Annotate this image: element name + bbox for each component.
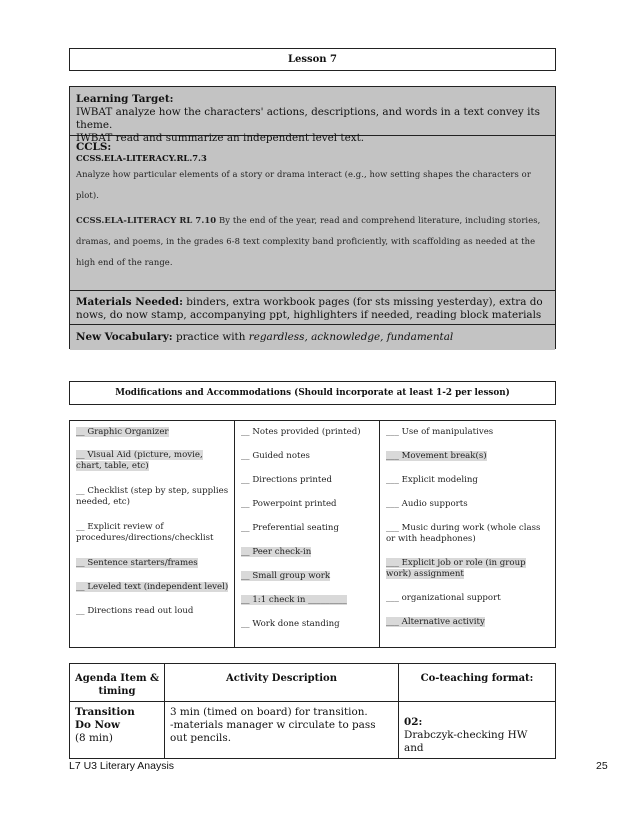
modifications-title: Modifications and Accommodations (Should incorporate at least 1-2 per lesson) [115, 388, 510, 398]
mod-item: __ Graphic Organizer [76, 427, 169, 437]
standard-1-code: CCSS.ELA-LITERACY.RL.7.3 [76, 153, 207, 163]
learning-target-line2: IWBAT read and summarize an independent level text. [76, 132, 365, 144]
modifications-table [69, 420, 556, 648]
mod-item: __ Preferential seating [241, 523, 339, 533]
activity-description-header: Activity Description [165, 664, 399, 701]
mod-item: ___ organizational support [386, 593, 501, 603]
mod-item: __ Work done standing [241, 619, 340, 629]
co-teaching-format-header: Co-teaching format: [420, 673, 534, 684]
co-teaching-format-cell [399, 702, 555, 758]
mod-item: __ Peer check-in [241, 547, 312, 557]
modifications-column-1 [70, 421, 235, 647]
agenda-item-header: Agenda Item & timing [70, 664, 165, 701]
mod-item: __ Notes provided (printed) [241, 427, 361, 437]
mod-item: ___ Use of manipulatives [386, 427, 494, 437]
ccls-label: CCLS: [76, 141, 112, 153]
learning-target-label: Learning Target: [76, 93, 174, 105]
standard-2 [76, 210, 549, 273]
agenda-table [69, 663, 556, 759]
mod-item: __ Sentence starters/frames [76, 558, 198, 568]
modifications-column-2 [235, 421, 380, 647]
mod-item: __ Explicit review of procedures/directions/checklist [76, 522, 214, 543]
agenda-row [70, 702, 555, 758]
lesson-header [69, 48, 556, 71]
standard-2-text: By the end of the year, read and comprehend literature, including stories, dramas, and poems, in the grades 6-8 text complexity band proficiently, with scaffolding as needed at the high end of the range. [76, 215, 541, 267]
mod-item: ___ Alternative activity [386, 617, 485, 627]
vocabulary-prefix: practice with [175, 331, 246, 343]
vocabulary-words: regardless, acknowledge, fundamental [248, 331, 454, 343]
format-text: Drabczyk-checking HW and [404, 729, 528, 754]
materials-label: Materials Needed: [76, 296, 183, 308]
agenda-header-row [70, 664, 555, 702]
learning-target-cell [70, 87, 555, 144]
footer-unit-label: L7 U3 Literary Anaysis [69, 760, 175, 772]
mod-item: __ Powerpoint printed [241, 499, 337, 509]
mod-item: __ Visual Aid (picture, movie, chart, table, etc) [76, 450, 203, 471]
mod-item: __ Small group work [241, 571, 331, 581]
mod-item: __ Guided notes [241, 451, 310, 461]
vocabulary-cell [70, 325, 555, 350]
mod-item: __ Leveled text (independent level) [76, 582, 229, 592]
modifications-header [69, 381, 556, 405]
agenda-item-time: (8 min) [75, 732, 113, 744]
mod-item: __ Directions read out loud [76, 606, 194, 616]
materials-text: binders, extra workbook pages (for sts missing yesterday), extra do nows, do now stamp, accompanying ppt, highlighters if needed, reading block materials [76, 296, 543, 321]
agenda-item-cell [70, 702, 165, 758]
mod-item: ___ Explicit job or role (in group work) assignment [386, 558, 526, 579]
modifications-column-3 [380, 421, 555, 647]
activity-line-2: -materials manager w circulate to pass out pencils. [170, 719, 376, 744]
mod-item: __ Checklist (step by step, supplies needed, etc) [76, 486, 229, 507]
mod-item: ___ Audio supports [386, 499, 468, 509]
standard-2-code: CCSS.ELA-LITERACY RL 7.10 [76, 215, 217, 225]
agenda-item-title: Transition [75, 706, 135, 718]
page-number: 25 [596, 760, 608, 772]
mod-item: __ 1:1 check in _________ [241, 595, 347, 605]
lesson-title: Lesson 7 [287, 54, 338, 65]
mod-item: ___ Explicit modeling [386, 475, 478, 485]
mod-item: ___ Movement break(s) [386, 451, 487, 461]
activity-description-cell [165, 702, 399, 758]
vocabulary-label: New Vocabulary: [76, 331, 173, 343]
format-code: 02: [404, 716, 423, 728]
agenda-item-sub: Do Now [75, 719, 120, 731]
mod-item: ___ Music during work (whole class or with headphones) [386, 523, 541, 544]
mod-item: __ Directions printed [241, 475, 332, 485]
activity-line-1: 3 min (timed on board) for transition. [170, 706, 368, 718]
lesson-info-table [69, 86, 556, 349]
standard-1-text: Analyze how particular elements of a story or drama interact (e.g., how setting shapes the characters or plot). [76, 169, 531, 200]
materials-cell [70, 291, 555, 325]
ccls-cell [70, 136, 555, 291]
learning-target-line1: IWBAT analyze how the characters' actions, descriptions, and words in a text convey its theme. [76, 106, 540, 131]
